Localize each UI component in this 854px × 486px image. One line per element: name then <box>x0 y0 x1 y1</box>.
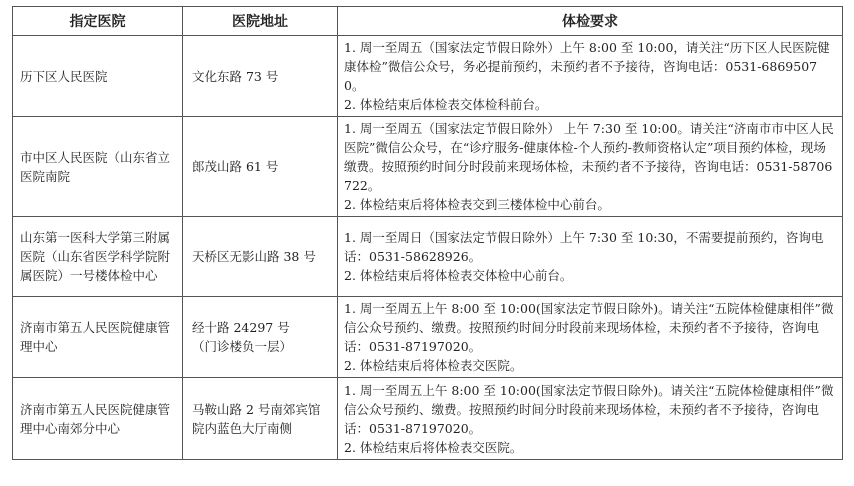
table-header <box>13 7 843 36</box>
table-row <box>13 217 843 297</box>
hospital-name-cell: 历下区人民医院 <box>13 36 183 117</box>
address-line: 郎茂山路 61 号 <box>192 159 279 174</box>
requirement-cell <box>338 117 843 217</box>
requirement-item: 2. 体检结束后将体检表交医院。 <box>344 358 523 373</box>
address-line: 经十路 24297 号 <box>192 320 290 335</box>
table-row <box>13 378 843 460</box>
address-line: 天桥区无影山路 38 号 <box>192 249 316 264</box>
hospital-name-cell: 市中区人民医院（山东省立医院南院 <box>13 117 183 217</box>
address-line: （门诊楼负一层） <box>192 339 293 354</box>
requirement-cell <box>338 217 843 297</box>
requirement-cell <box>338 36 843 117</box>
header-row <box>13 7 843 36</box>
requirement-item: 1. 周一至周五（国家法定节假日除外） 上午 7:30 至 10:00。请关注“济南市市中区人民医院”微信公众号，在“诊疗服务-健康体检-个人预约-教师资格认定”项目预约体检，现场缴费。按照预约时间分时段前来现场体检，未预约者不予接待，咨询电话：0531-58706722。 <box>344 121 834 193</box>
hospital-name-cell: 山东第一医科大学第三附属医院（山东省医学科学院附属医院）一号楼体检中心 <box>13 217 183 297</box>
requirement-item: 1. 周一至周五（国家法定节假日除外）上午 8:00 至 10:00，请关注“历下区人民医院健康体检”微信公众号，务必提前预约，未预约者不予接待，咨询电话：0531-68695070。 <box>344 40 830 93</box>
address-cell <box>183 297 338 378</box>
address-cell <box>183 217 338 297</box>
hospital-name-cell: 济南市第五人民医院健康管理中心南郊分中心 <box>13 378 183 460</box>
hospital-name-cell: 济南市第五人民医院健康管理中心 <box>13 297 183 378</box>
requirement-item: 2. 体检结束后将体检表交到三楼体检中心前台。 <box>344 197 610 212</box>
table-row <box>13 117 843 217</box>
header-address: 医院地址 <box>183 7 338 36</box>
requirement-item: 1. 周一至周五上午 8:00 至 10:00(国家法定节假日除外)。请关注“五院体检健康相伴”微信公众号预约、缴费。按照预约时间分时段前来现场体检，未预约者不予接待，咨询电话：0531-87197020。 <box>344 301 834 354</box>
address-cell <box>183 378 338 460</box>
requirement-item: 1. 周一至周五上午 8:00 至 10:00(国家法定节假日除外)。请关注“五院体检健康相伴”微信公众号预约、缴费。按照预约时间分时段前来现场体检，未预约者不予接待，咨询电话：0531-87197020。 <box>344 382 834 436</box>
requirement-item: 1. 周一至周日（国家法定节假日除外）上午 7:30 至 10:30，不需要提前预约，咨询电话：0531-58628926。 <box>344 230 824 264</box>
header-hospital: 指定医院 <box>13 7 183 36</box>
requirement-cell <box>338 378 843 460</box>
document-page <box>12 6 843 460</box>
address-line: 马鞍山路 2 号南郊宾馆院内蓝色大厅南侧 <box>192 401 321 436</box>
header-requirement: 体检要求 <box>338 7 843 36</box>
table-row <box>13 36 843 117</box>
hospital-table <box>12 6 843 460</box>
requirement-item: 2. 体检结束后将体检表交体检中心前台。 <box>344 268 573 283</box>
address-cell <box>183 117 338 217</box>
address-cell <box>183 36 338 117</box>
requirement-cell <box>338 297 843 378</box>
table-row <box>13 297 843 378</box>
table-body <box>13 36 843 460</box>
requirement-item: 2. 体检结束后将体检表交医院。 <box>344 439 523 455</box>
address-line: 文化东路 73 号 <box>192 68 279 84</box>
requirement-item: 2. 体检结束后体检表交体检科前台。 <box>344 97 548 112</box>
